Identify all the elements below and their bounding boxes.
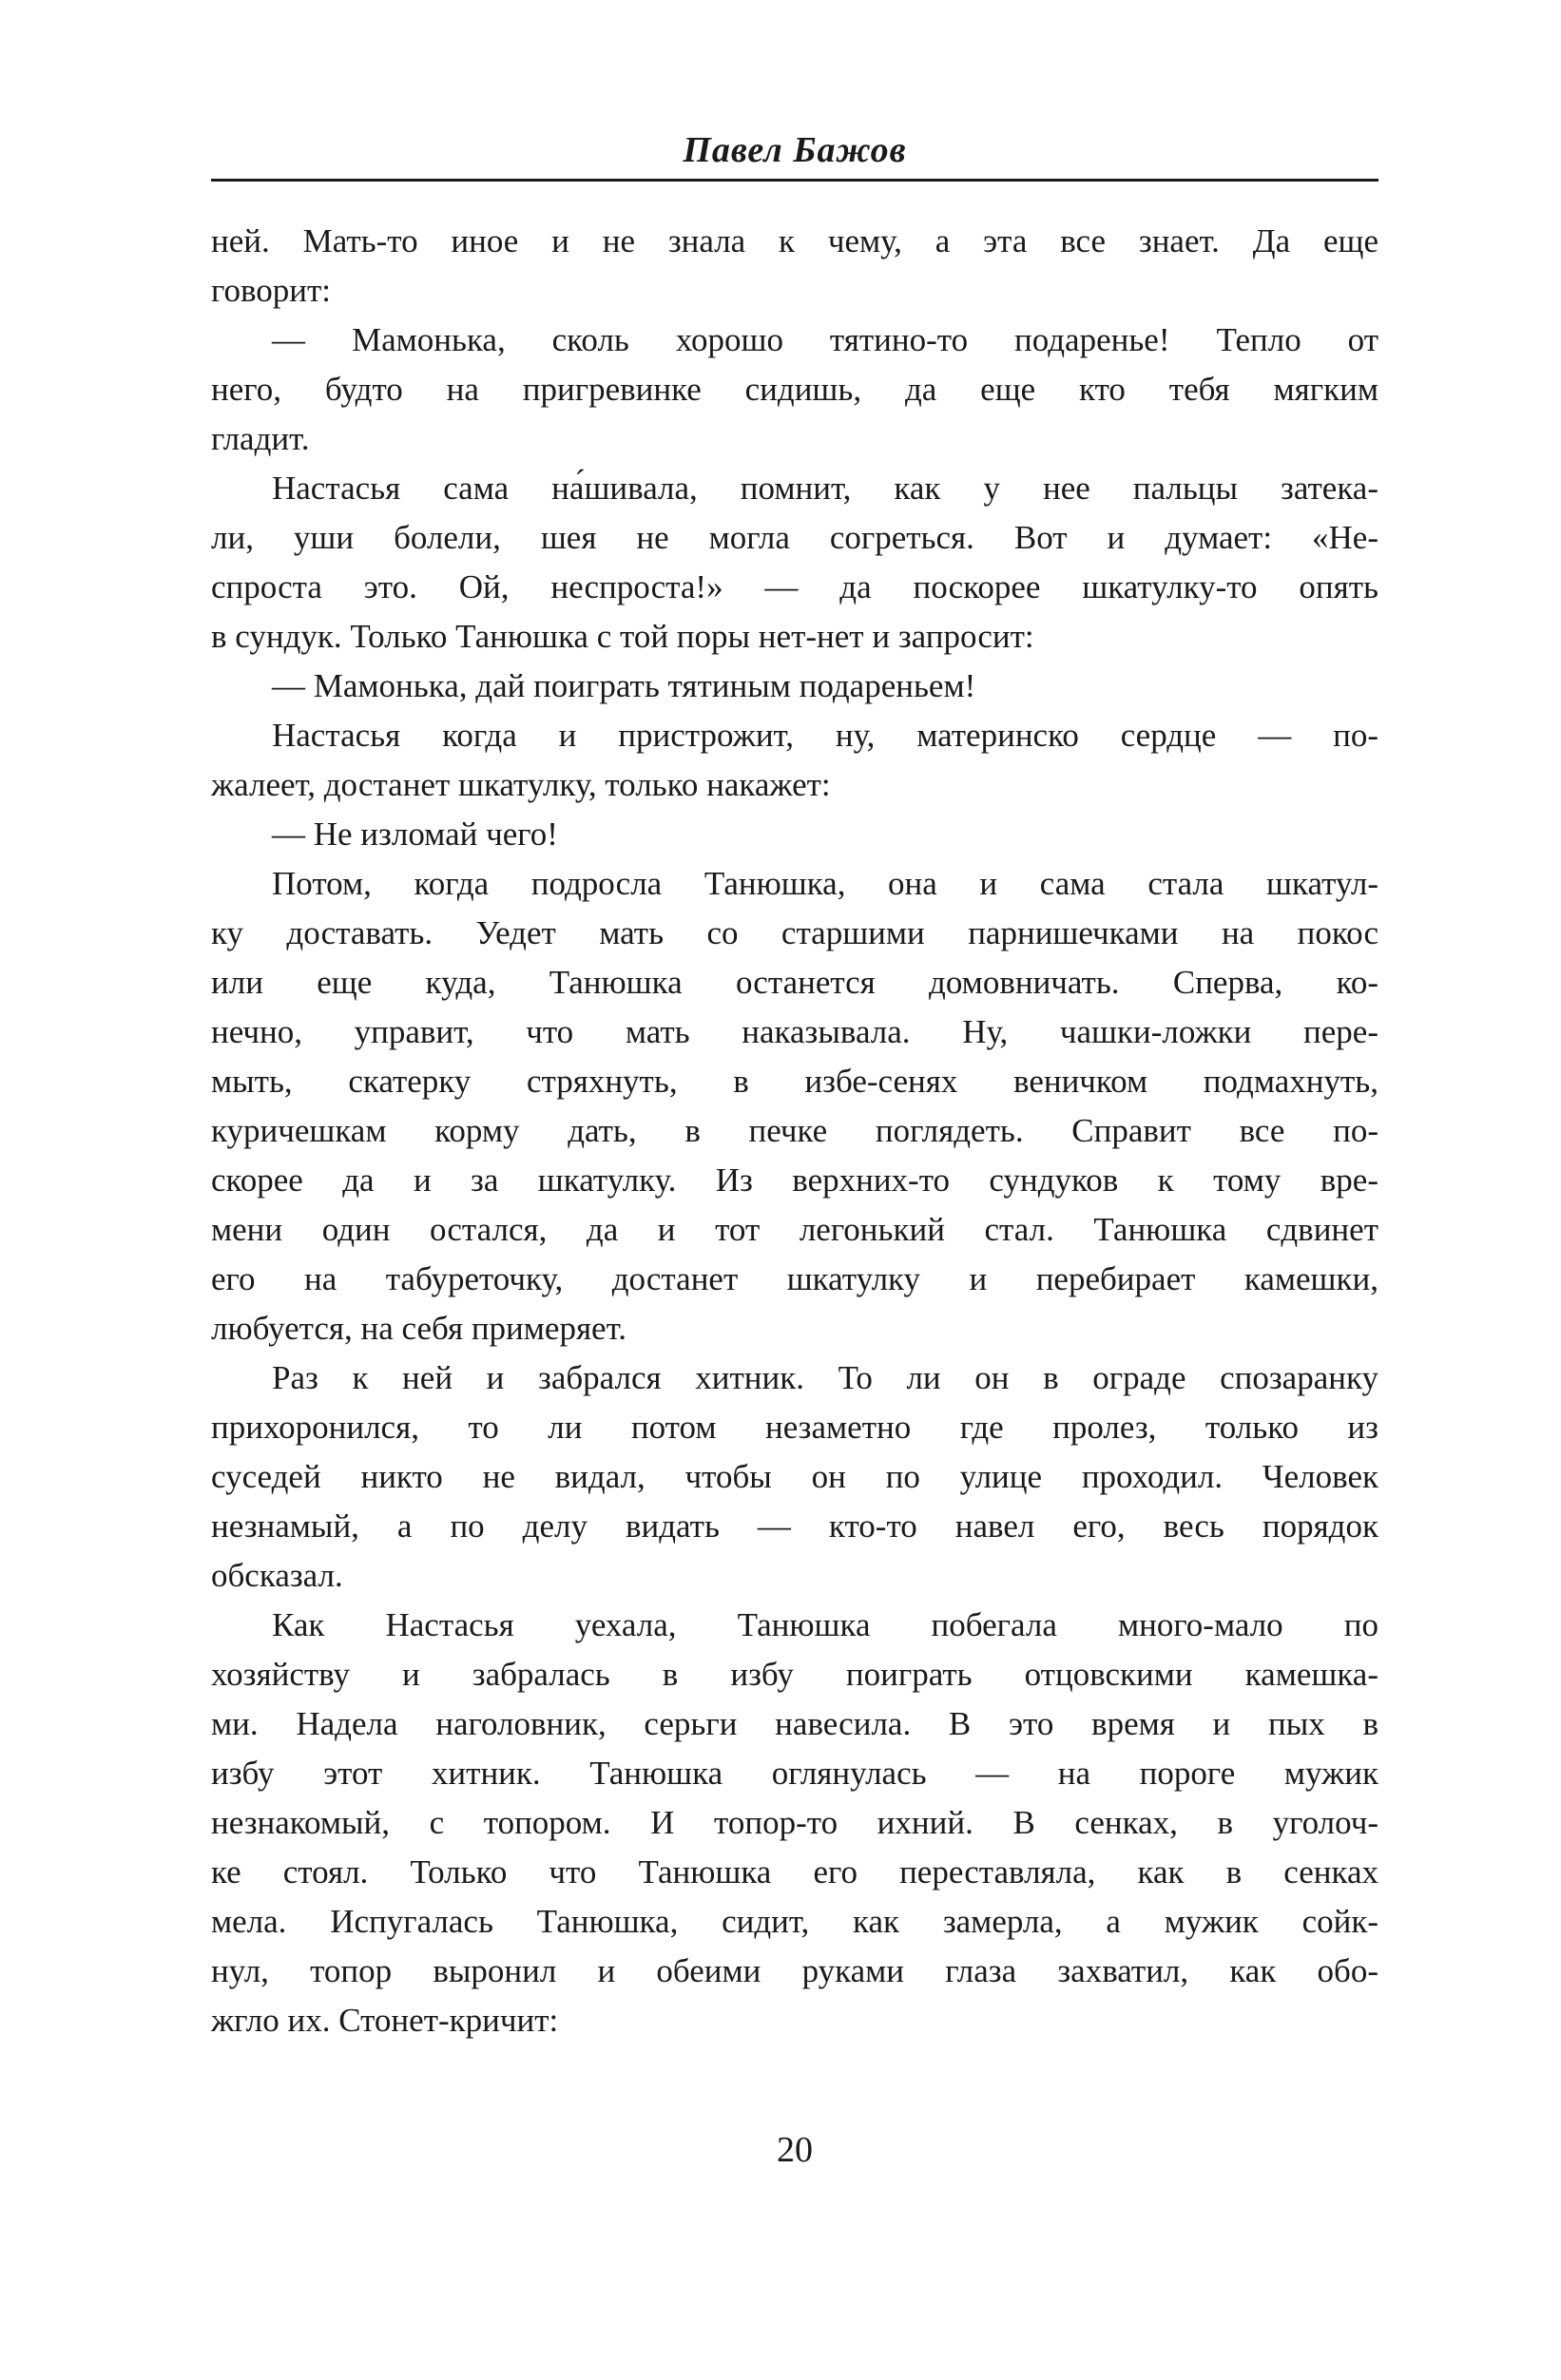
text-line: Настасья сама на́шивала, помнит, как у нее пальцы затека-: [272, 470, 1378, 507]
text-line: незнамый, а по делу видать — кто-то навел его, весь порядок: [211, 1507, 1378, 1545]
text-line: Потом, когда подросла Танюшка, она и сама стала шкатул-: [272, 865, 1378, 902]
body-text: [211, 217, 1378, 2045]
running-head-author: Павел Бажов: [683, 130, 907, 170]
text-line: — Не изломай чего!: [272, 816, 558, 853]
text-line: избу этот хитник. Танюшка оглянулась — на пороге мужик: [211, 1755, 1378, 1792]
header-rule: [211, 179, 1378, 182]
text-line: любуется, на себя примеряет.: [211, 1310, 627, 1347]
text-line: суседей никто не видал, чтобы он по улице проходил. Человек: [211, 1458, 1378, 1495]
text-line: Как Настасья уехала, Танюшка побегала много-мало по: [272, 1606, 1378, 1643]
text-line: ми. Надела наголовник, серьги навесила. В это время и пых в: [211, 1705, 1378, 1742]
text-line: ку доставать. Уедет мать со старшими парнишечками на покос: [211, 914, 1378, 951]
text-line: жалеет, достанет шкатулку, только накажет:: [211, 766, 831, 803]
text-line: нечно, управит, что мать наказывала. Ну, чашки-ложки пере-: [211, 1013, 1378, 1050]
text-line: мела. Испугалась Танюшка, сидит, как замерла, а мужик сойк-: [211, 1903, 1378, 1940]
text-line: или еще куда, Танюшка останется домовничать. Сперва, ко-: [211, 964, 1378, 1001]
text-line: куричешкам корму дать, в печке поглядеть. Справит все по-: [211, 1112, 1378, 1149]
text-line: мыть, скатерку стряхнуть, в избе-сенях веничком подмахнуть,: [211, 1063, 1378, 1100]
text-line: его на табуреточку, достанет шкатулку и перебирает камешки,: [211, 1260, 1378, 1297]
page-number: 20: [777, 2130, 813, 2170]
text-line: незнакомый, с топором. И топор-то ихний. В сенках, в уголоч-: [211, 1804, 1378, 1841]
text-line: хозяйству и забралась в избу поиграть отцовскими камешка-: [211, 1656, 1378, 1693]
text-line: Раз к ней и забрался хитник. То ли он в ограде спозаранку: [272, 1359, 1378, 1396]
text-line: — Мамонька, дай поиграть тятиным подареньем!: [272, 667, 976, 704]
text-line: спроста это. Ой, неспроста!» — да поскорее шкатулку-то опять: [211, 568, 1378, 605]
text-line: скорее да и за шкатулку. Из верхних-то сундуков к тому вре-: [211, 1161, 1378, 1199]
text-line: прихоронился, то ли потом незаметно где пролез, только из: [211, 1409, 1378, 1446]
text-line: в сундук. Только Танюшка с той поры нет-нет и запросит:: [211, 618, 1034, 655]
text-line: гладит.: [211, 420, 310, 457]
text-line: ли, уши болели, шея не могла согреться. Вот и думает: «Не-: [211, 519, 1378, 556]
text-line: него, будто на пригревинке сидишь, да еще кто тебя мягким: [211, 371, 1378, 408]
text-line: обсказал.: [211, 1557, 343, 1594]
text-line: говорит:: [211, 272, 332, 309]
text-line: — Мамонька, сколь хорошо тятино-то подаренье! Тепло от: [272, 321, 1378, 358]
text-line: Настасья когда и пристрожит, ну, материнско сердце — по-: [272, 717, 1378, 754]
text-line: мени один остался, да и тот легонький стал. Танюшка сдвинет: [211, 1211, 1378, 1248]
text-line: ке стоял. Только что Танюшка его переставляла, как в сенках: [211, 1853, 1378, 1891]
text-line: ней. Мать-то иное и не знала к чему, а эта все знает. Да еще: [211, 222, 1378, 259]
text-line: нул, топор выронил и обеими руками глаза захватил, как обо-: [211, 1952, 1378, 1989]
text-line: жгло их. Стонет-кричит:: [211, 2002, 559, 2039]
